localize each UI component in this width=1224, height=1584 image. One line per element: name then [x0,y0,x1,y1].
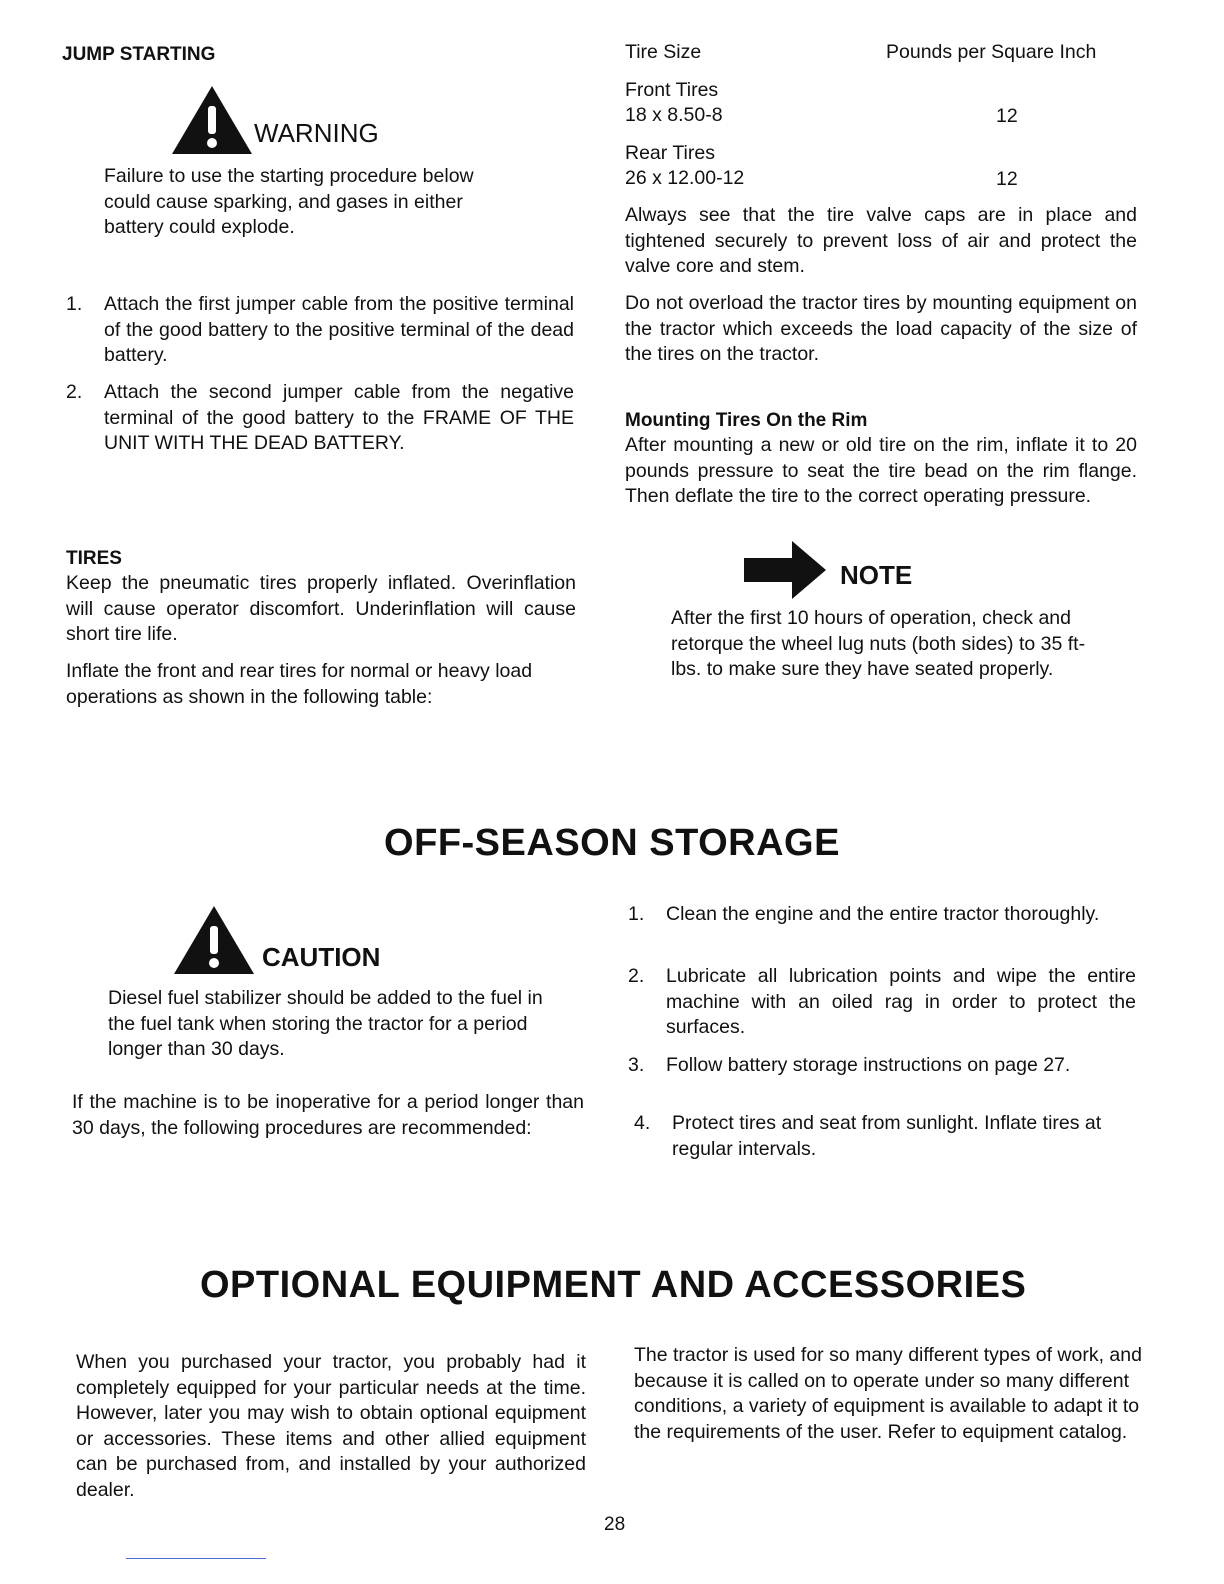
step-number: 4. [634,1112,651,1134]
caution-icon [172,904,256,976]
step-number: 1. [628,903,645,925]
off-season-heading: OFF-SEASON STORAGE [384,822,840,864]
arrow-icon [744,541,828,599]
step-text: Lubricate all lubrication points and wipe the entire machine with an oiled rag in order to protect the surfaces. [666,965,1136,1038]
optional-right-paragraph: The tractor is used for so many different types of work, and because it is called on to operate under so many different conditions, a variety of equipment is available to adapt it to the requirements of the user. Refer to equipment catalog. [634,1344,1142,1443]
note-text: After the first 10 hours of operation, check and retorque the wheel lug nuts (both sides) to 35 ft-lbs. to make sure they have seated properly. [671,607,1086,680]
step-text: Attach the first jumper cable from the positive terminal of the good battery to the positive terminal of the dead battery. [104,293,574,366]
front-tire-size: 18 x 8.50-8 [625,104,723,126]
storage-intro: If the machine is to be inoperative for a period longer than 30 days, the following procedures are recommended: [72,1091,584,1139]
step-number: 2. [628,965,645,987]
step-text: Clean the engine and the entire tractor thoroughly. [666,903,1100,925]
warning-icon [170,84,254,156]
step-number: 1. [66,293,83,315]
warning-text: Failure to use the starting procedure below could cause sparking, and gases in either battery could explode. [104,165,474,238]
warning-title: WARNING [254,118,379,148]
tires-heading: TIRES [66,548,122,569]
storage-step-1 [628,902,1138,958]
jump-starting-heading: JUMP STARTING [62,44,216,65]
jump-step-2 [66,380,576,460]
step-text: Attach the second jumper cable from the negative terminal of the good battery to the FRAME OF THE UNIT WITH THE DEAD BATTERY. [104,381,574,454]
storage-step-3 [628,1053,1138,1083]
valve-caps-paragraph: Always see that the tire valve caps are in place and tightened securely to prevent loss of air and protect the valve core and stem. [625,204,1137,277]
tires-para-2: Inflate the front and rear tires for normal or heavy load operations as shown in the following table: [66,660,533,708]
mounting-text: After mounting a new or old tire on the rim, inflate it to 20 pounds pressure to seat the tire bead on the rim flange. Then deflate the tire to the correct operating pressure. [625,434,1137,507]
rear-tire-psi: 12 [996,168,1018,190]
psi-header: Pounds per Square Inch [886,41,1097,63]
step-text: Protect tires and seat from sunlight. Inflate tires at regular intervals. [672,1112,1102,1160]
step-number: 3. [628,1054,645,1076]
step-number: 2. [66,381,83,403]
front-tires-label: Front Tires [625,79,719,101]
rear-tire-size: 26 x 12.00-12 [625,167,745,189]
mounting-heading: Mounting Tires On the Rim [625,410,868,431]
overload-paragraph: Do not overload the tractor tires by mounting equipment on the tractor which exceeds the load capacity of the size of the tires on the tractor. [625,292,1137,365]
storage-step-4 [634,1111,1144,1167]
jump-step-1 [66,292,576,372]
front-tire-psi: 12 [996,105,1018,127]
caution-text: Diesel fuel stabilizer should be added to the fuel in the fuel tank when storing the tractor for a period longer than 30 days. [108,987,543,1060]
divider-line [126,1558,266,1559]
step-text: Follow battery storage instructions on page 27. [666,1054,1071,1076]
page-number: 28 [604,1514,626,1535]
storage-step-2 [628,964,1138,1044]
note-title: NOTE [840,560,913,590]
caution-title: CAUTION [262,942,381,972]
optional-left-paragraph: When you purchased your tractor, you probably had it completely equipped for your particular needs at the time. However, later you may wish to obtain optional equipment or accessories. These items and other allied equipment can be purchased from, and installed by your authorized dealer. [76,1351,586,1501]
optional-equipment-heading: OPTIONAL EQUIPMENT AND ACCESSORIES [200,1264,1027,1306]
tire-size-header: Tire Size [625,41,702,63]
tires-para-1: Keep the pneumatic tires properly inflated. Overinflation will cause operator discomfort. Underinflation will cause short tire life. [66,572,576,645]
rear-tires-label: Rear Tires [625,142,715,164]
